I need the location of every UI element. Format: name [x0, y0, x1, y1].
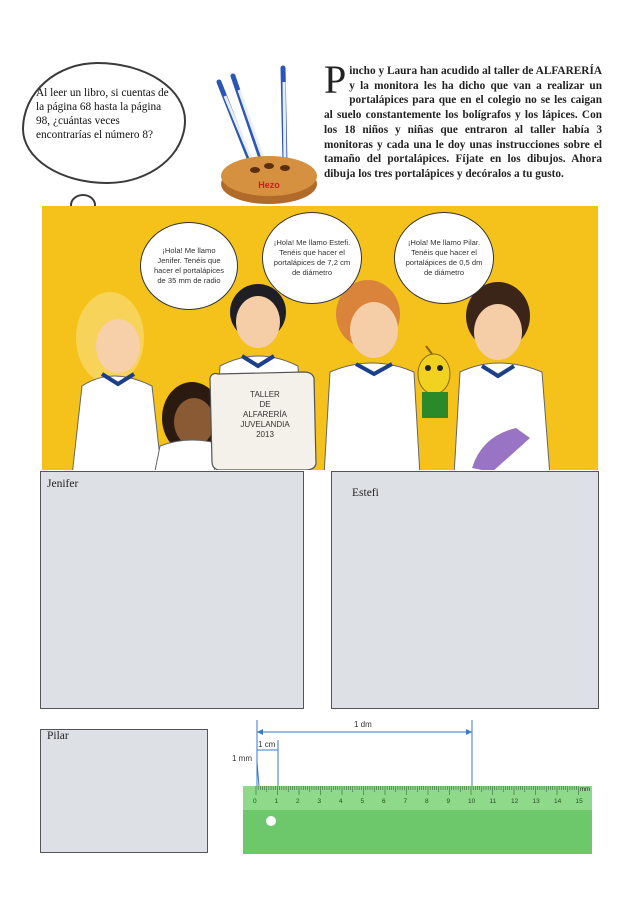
ruler-number: 15: [575, 798, 583, 805]
puppet-illustration: [418, 346, 450, 418]
speech-bubble-jenifer: ¡Hola! Me llamo Jenifer. Tenéis que hacer el portalápices de 35 mm de radio: [140, 222, 238, 310]
sign-line-1: TALLER: [250, 390, 280, 399]
drawing-box-jenifer[interactable]: [40, 471, 304, 709]
ruler-numbers: [243, 798, 592, 810]
character-jenifer: [72, 292, 162, 470]
intro-dropcap: P: [324, 57, 347, 102]
thought-question: Al leer un libro, si cuentas de la página 68 hasta la página 98, ¿cuántas veces encontrarías el número 8?: [36, 87, 169, 141]
intro-text: incho y Laura han acudido al taller de ALFARERÍA y la monitora les ha dicho que van a realizar un portalápices para que en el colegio no se les caigan al suelo constantemente los bolígrafos y los lápices. Con los 18 niños y niñas que entraron al taller había 3 monitoras y cada una le doy unas instrucciones sobre el tamaño del portalápices. Fíjate en los dibujos. Ahora dibuja los tres portalápices y decóralos a tu gusto.: [324, 65, 602, 180]
ruler-number: 13: [532, 798, 540, 805]
sign-line-4: JUVELANDIA: [240, 420, 290, 429]
sign-line-5: 2013: [256, 430, 274, 439]
drawing-box-jenifer-label: Jenifer: [47, 478, 79, 490]
ruler-number: 14: [554, 798, 562, 805]
ruler-number: 11: [489, 798, 497, 805]
intro-paragraph: [324, 57, 602, 182]
drawing-box-pilar[interactable]: [40, 729, 208, 853]
speech-bubble-pilar: ¡Hola! Me llamo Pilar. Tenéis que hacer el portalápices de 0,5 dm de diámetro: [394, 212, 494, 304]
ruler-number: 9: [446, 798, 451, 805]
drawing-box-estefi[interactable]: [331, 471, 599, 709]
drawing-box-estefi-label: Estefi: [352, 487, 379, 499]
workshop-sign-text: [218, 390, 312, 440]
ruler-number: 5: [360, 798, 365, 805]
ruler-number: 3: [317, 798, 322, 805]
sign-line-2: DE: [259, 400, 271, 409]
ruler-number: 1: [274, 798, 279, 805]
ruler-number: 8: [425, 798, 429, 805]
pen-holder-label: Hezo: [258, 180, 280, 190]
classroom-illustration: [42, 206, 598, 470]
ruler-cm-label: 1 cm: [258, 740, 276, 749]
ruler-dm-label: 1 dm: [354, 720, 372, 729]
ruler-hole-icon: [266, 816, 276, 826]
speech-bubble-estefi: ¡Hola! Me llamo Estefi. Tenéis que hacer el portalápices de 7,2 cm de diámetro: [262, 212, 362, 304]
ruler-number: 7: [403, 798, 408, 805]
ruler-unit-label: mm: [580, 787, 590, 793]
sign-line-3: ALFARERÍA: [242, 410, 287, 419]
character-pilar: [454, 282, 550, 470]
ruler-mm-label: 1 mm: [232, 754, 252, 763]
character-estefi: [324, 280, 420, 470]
ruler-number: 4: [339, 798, 343, 805]
ruler-number: 12: [511, 798, 519, 805]
ruler-number: 6: [382, 798, 386, 805]
ruler-number: 10: [468, 798, 476, 805]
pen-icon: [219, 68, 285, 168]
ruler-number: 2: [296, 798, 300, 805]
pen-holder-illustration: [205, 60, 325, 208]
ruler-number: 0: [253, 798, 257, 805]
drawing-box-pilar-label: Pilar: [47, 730, 69, 742]
